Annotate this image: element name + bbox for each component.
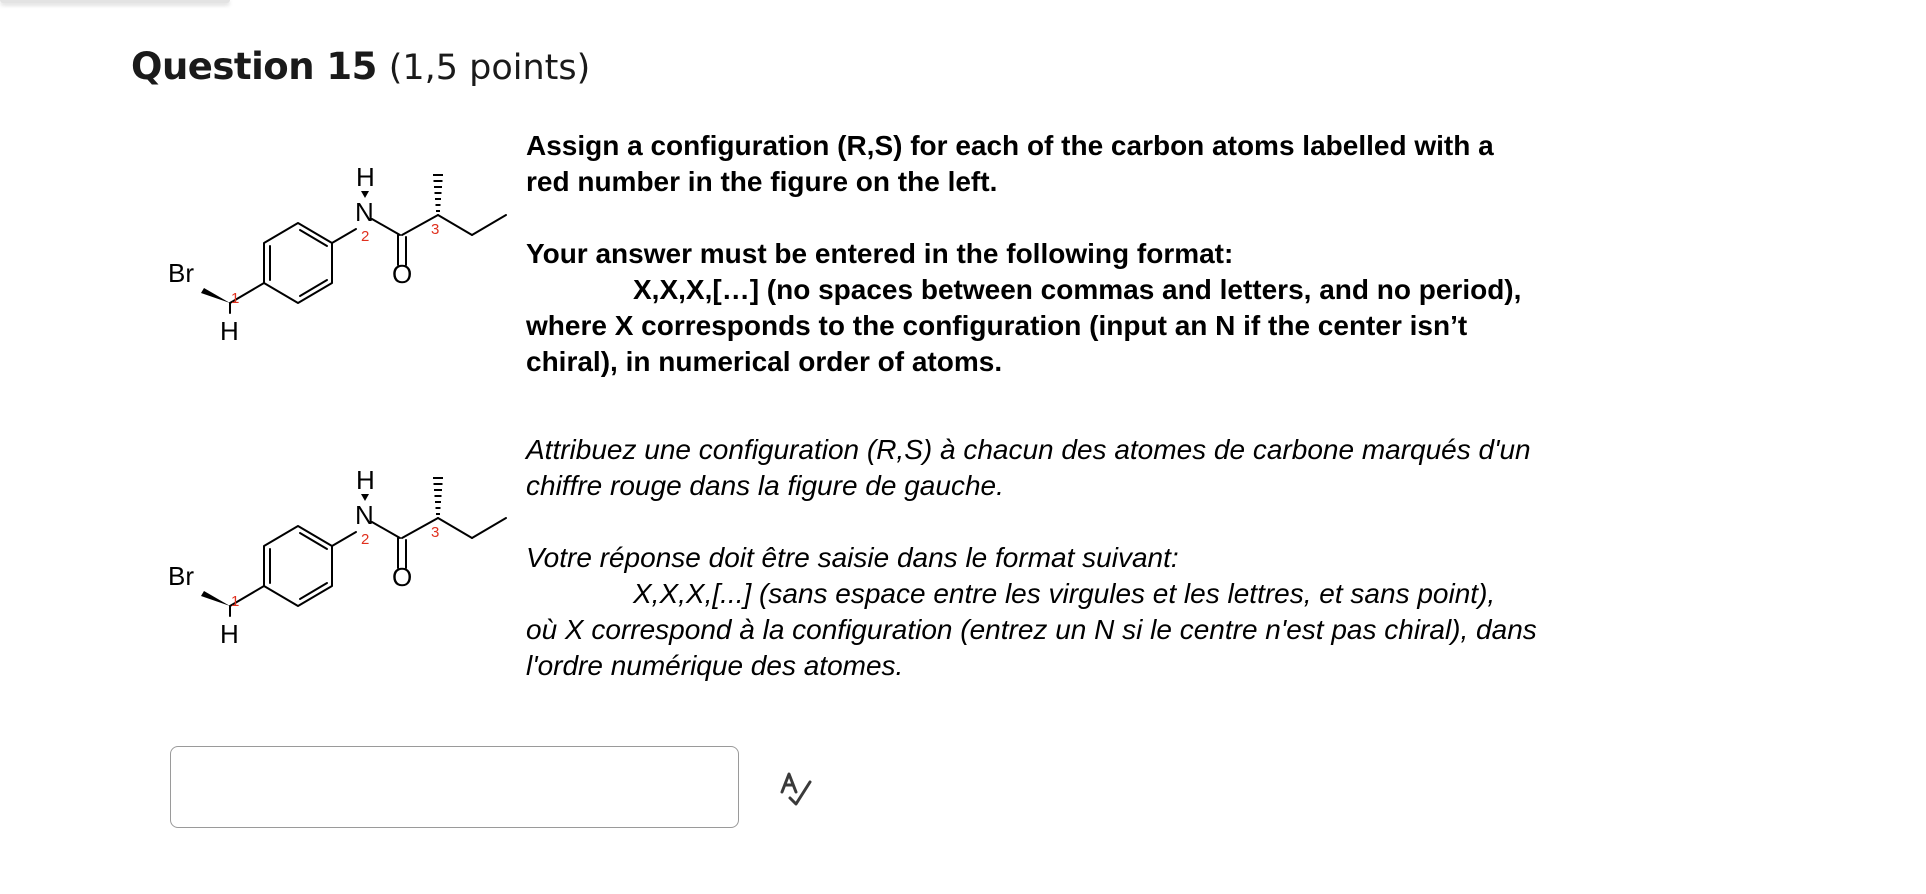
answer-input[interactable] [170, 746, 739, 828]
bond-ch2-ch3 [472, 518, 506, 538]
atom-o: O [392, 562, 413, 592]
molecule-figure-2 [160, 448, 520, 668]
atom-h-bottom: H [220, 619, 239, 649]
molecule-figure-1 [160, 145, 520, 365]
wedge-bond-br [201, 288, 230, 303]
benzene-ring [264, 526, 332, 606]
instruction-line: chiffre rouge dans la figure de gauche. [526, 470, 1004, 501]
question-title: Question 15 [131, 45, 377, 88]
atom-br: Br [168, 258, 194, 288]
atom-n: N [355, 500, 374, 530]
instruction-line: l'ordre numérique des atomes. [526, 650, 904, 681]
atom-br: Br [168, 561, 194, 591]
atom-n: N [355, 197, 374, 227]
instruction-line: Votre réponse doit être saisie dans le format suivant: [526, 542, 1179, 573]
instruction-line: chiral), in numerical order of atoms. [526, 346, 1003, 377]
instruction-line: red number in the figure on the left. [526, 166, 998, 197]
instruction-line: where X corresponds to the configuration (input an N if the center isn’t [526, 310, 1468, 341]
instructions-french [526, 432, 1626, 684]
bond-n-carbonyl [372, 219, 400, 235]
question-points: (1,5 points) [388, 48, 591, 88]
spellcheck-button[interactable] [776, 768, 816, 808]
bond-ring-n [332, 229, 356, 243]
instruction-line: Your answer must be entered in the following format: [526, 238, 1234, 269]
hash-bond-methyl [433, 175, 443, 211]
format-example: X,X,X,[...] (sans espace entre les virgules et les lettres, et sans point), [633, 578, 1496, 609]
instructions-english [526, 128, 1626, 380]
question-header [131, 42, 590, 93]
instruction-line: Assign a configuration (R,S) for each of the carbon atoms labelled with a [526, 130, 1494, 161]
stereo-label-2: 2 [361, 531, 370, 548]
atom-o: O [392, 259, 413, 289]
bond-ch2-ch3 [472, 215, 506, 235]
bond-n-carbonyl [372, 522, 400, 538]
format-example: X,X,X,[…] (no spaces between commas and letters, and no period), [633, 274, 1522, 305]
stereo-label-3: 3 [431, 221, 440, 238]
stereo-label-1: 1 [231, 290, 240, 307]
atom-h-top: H [356, 465, 375, 495]
hash-bond-methyl [433, 478, 443, 514]
bond-ring-n [332, 532, 356, 546]
instruction-line: Attribuez une configuration (R,S) à chacun des atomes de carbone marqués d'un [526, 434, 1531, 465]
atom-h-top: H [356, 162, 375, 192]
top-tab-edge [0, 0, 230, 3]
stereo-label-1: 1 [231, 593, 240, 610]
wedge-bond-br [201, 591, 230, 606]
instruction-line: où X correspond à la configuration (entrez un N si le centre n'est pas chiral), dans [526, 614, 1537, 645]
benzene-ring [264, 223, 332, 303]
atom-h-bottom: H [220, 316, 239, 346]
stereo-label-2: 2 [361, 228, 370, 245]
stereo-label-3: 3 [431, 524, 440, 541]
bond-c3-ch2 [438, 518, 472, 538]
spellcheck-icon [776, 768, 816, 808]
bond-c3-ch2 [438, 215, 472, 235]
